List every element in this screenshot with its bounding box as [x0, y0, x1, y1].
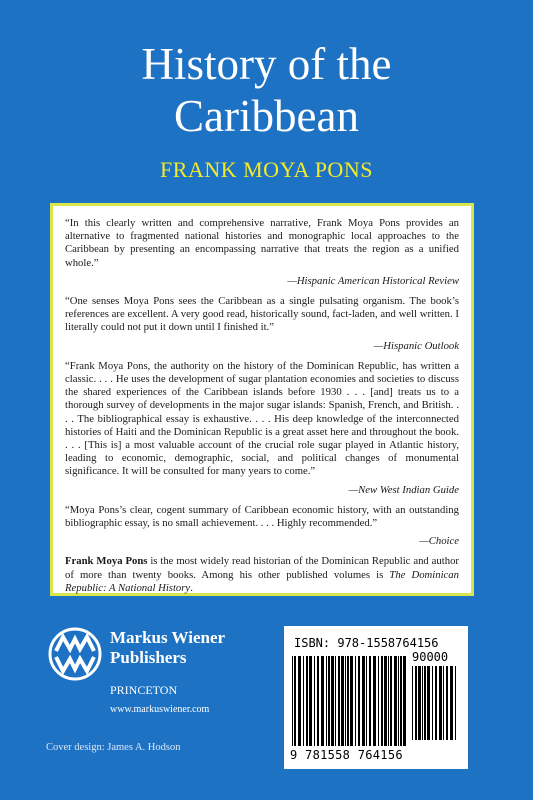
review-quote: “Frank Moya Pons, the authority on the history of the Dominican Republic, has written a classic. . . . He uses the development of sugar plantation economies and societies to discuss the shared experiences of the Caribbean islands before 1930 . . . [and] treats us to a thorough survey of developments in the major sugar islands: Spanish, French, and British. . . . The bibliographical essay is exhaustive. . . . His deep knowledge of the interconnected histories of Haiti and the Dominican Republic is a great asset here and throughout the book. . . . [This is] a most valuable account of the crucial role sugar played in Atlantic history, leading to economic, demographic, social, and political changes of monumental significance. It will be consulted for many years to come.”: [65, 359, 459, 478]
barcode-number: 9 781558 764156: [290, 748, 403, 762]
review-source: —Hispanic Outlook: [373, 339, 459, 352]
bio-text: is the most widely read historian of the Dominican Republic and author of more than twenty books. Among his other published volumes is: [65, 555, 459, 581]
cover-design-credit: Cover design: James A. Hodson: [46, 742, 181, 753]
publisher-url: www.markuswiener.com: [110, 704, 210, 715]
book-title: [0, 38, 533, 142]
publisher-name-line-2: Publishers: [110, 648, 187, 667]
barcode-bars: [292, 656, 408, 746]
author-bio: [65, 555, 459, 595]
price-code: 90000: [412, 650, 449, 664]
review-quote: “One senses Moya Pons sees the Caribbean as a single pulsating organism. The book’s references are excellent. A very good read, historically sound, fact-laden, and well written. I literally could not put it down until I finished it.”: [65, 295, 459, 334]
review-quote: “In this clearly written and comprehensive narrative, Frank Moya Pons provides an alternative to fragmented national histories and monographic local approaches to the Caribbean by presenting an encompassing narrative that treats the region as a unified whole.”: [65, 217, 459, 269]
publisher-name-line-1: Markus Wiener: [110, 628, 226, 647]
review-source: —Hispanic American Historical Review: [287, 274, 459, 287]
review-quote: “Moya Pons’s clear, cogent summary of Caribbean economic history, with an outstanding bibliographic essay, is no small achievement. . . . Highly recommended.”: [65, 503, 459, 530]
bio-book-title: The Dominican Republic: A National History: [65, 568, 459, 594]
publisher-name: [110, 628, 225, 668]
barcode-box: [284, 626, 468, 769]
bio-end: .: [190, 581, 193, 594]
price-barcode-bars: [412, 666, 460, 740]
review-source: —Choice: [419, 535, 459, 548]
title-line-1: History of the: [141, 39, 392, 89]
review-panel: [50, 203, 474, 596]
review-source: —New West Indian Guide: [348, 483, 459, 496]
isbn-label: ISBN: 978-1558764156: [294, 636, 439, 650]
publisher-city: PRINCETON: [110, 683, 178, 697]
book-author: FRANK MOYA PONS: [160, 157, 373, 182]
bio-author-name: Frank Moya Pons: [65, 555, 148, 568]
title-line-2: Caribbean: [174, 91, 359, 141]
publisher-logo-icon: [46, 625, 104, 683]
